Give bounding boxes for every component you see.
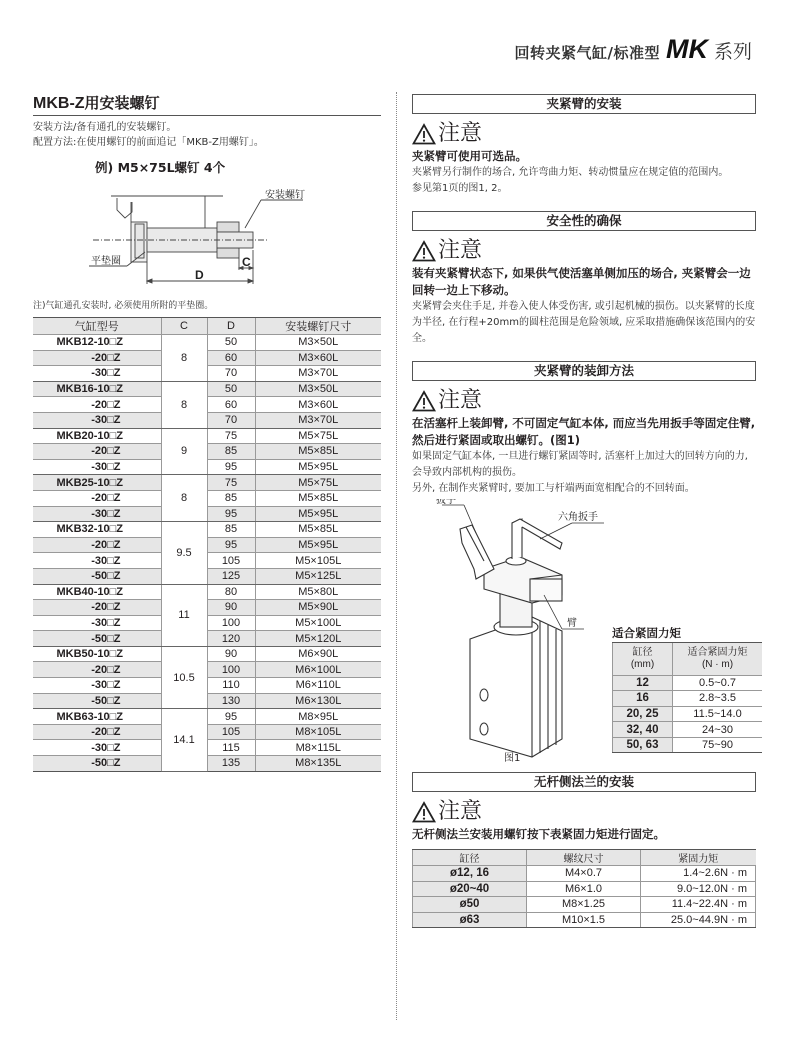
cell-d: 50 xyxy=(207,381,255,397)
table-row xyxy=(33,475,381,491)
flange-row xyxy=(413,897,756,913)
cell-d: 115 xyxy=(207,740,255,756)
torque-cell-value: 75~90 xyxy=(673,737,763,753)
table-row xyxy=(33,756,381,772)
cell-screw-size: M8×115L xyxy=(255,740,381,756)
cell-model: MKB40-10□Z xyxy=(33,584,161,600)
cell-screw-size: M3×50L xyxy=(255,335,381,351)
cell-d: 85 xyxy=(207,490,255,506)
col-header-screw-size: 安装螺钉尺寸 xyxy=(255,318,381,335)
section-title-box: 夹紧臂的装卸方法 xyxy=(412,361,756,381)
warning-triangle-icon xyxy=(412,240,436,262)
cell-model: -30□Z xyxy=(33,366,161,382)
caution-body-text: 另外, 在制作夹紧臂时, 要加工与杆端两面宽相配合的不回转面。 xyxy=(412,483,695,494)
torque-row xyxy=(613,722,763,738)
cell-c: 8 xyxy=(161,475,207,522)
col-header-model: 气缸型号 xyxy=(33,318,161,335)
order-method-line: 配置方法:在使用螺钉的前面追记「MKB-Z用螺钉」。 xyxy=(33,137,264,148)
header-model: MK xyxy=(665,34,708,64)
torque-row xyxy=(613,675,763,691)
table-row xyxy=(33,553,381,569)
cell-d: 95 xyxy=(207,537,255,553)
cell-d: 135 xyxy=(207,756,255,772)
cell-d: 90 xyxy=(207,600,255,616)
cell-screw-size: M3×70L xyxy=(255,366,381,382)
flange-cell-thread: M10×1.5 xyxy=(527,912,641,928)
label-arm: 臂 xyxy=(567,618,577,629)
section-title-mounting-screws: MKB-Z用安装螺钉 xyxy=(33,92,381,116)
cell-screw-size: M5×105L xyxy=(255,553,381,569)
cell-screw-size: M5×125L xyxy=(255,568,381,584)
table-row xyxy=(33,350,381,366)
flange-row xyxy=(413,912,756,928)
cell-d: 80 xyxy=(207,584,255,600)
left-column xyxy=(33,92,381,772)
cell-d: 130 xyxy=(207,693,255,709)
cell-model: -30□Z xyxy=(33,740,161,756)
flange-cell-bore: ø20~40 xyxy=(413,881,527,897)
table-row xyxy=(33,522,381,538)
torque-cell-value: 2.8~3.5 xyxy=(673,691,763,707)
flange-row xyxy=(413,866,756,882)
cell-d: 95 xyxy=(207,709,255,725)
cell-model: -30□Z xyxy=(33,459,161,475)
section-title-box: 安全性的确保 xyxy=(412,211,756,231)
cell-screw-size: M5×75L xyxy=(255,475,381,491)
torque-cell-bore: 50, 63 xyxy=(613,737,673,753)
label-hex-wrench: 六角扳手 xyxy=(558,512,598,523)
flange-col-torque: 紧固力矩 xyxy=(641,850,756,866)
cell-d: 50 xyxy=(207,335,255,351)
cell-model: -20□Z xyxy=(33,600,161,616)
page-header xyxy=(515,34,753,65)
table-row xyxy=(33,366,381,382)
cell-c: 9 xyxy=(161,428,207,475)
torque-row xyxy=(613,706,763,722)
caution-label: 注意 xyxy=(438,121,483,146)
flange-cell-bore: ø12, 16 xyxy=(413,866,527,882)
cell-c: 11 xyxy=(161,584,207,646)
table-row xyxy=(33,444,381,460)
cell-d: 95 xyxy=(207,459,255,475)
torque-col-torque: 适合紧固力矩 (N · m) xyxy=(673,643,763,675)
section-arm-mounting xyxy=(412,94,756,197)
cell-d: 70 xyxy=(207,412,255,428)
cell-model: -50□Z xyxy=(33,568,161,584)
section-title-box: 无杆侧法兰的安装 xyxy=(412,772,756,792)
section-safety xyxy=(412,211,756,347)
torque-cell-value: 24~30 xyxy=(673,722,763,738)
cell-d: 110 xyxy=(207,678,255,694)
table-row xyxy=(33,724,381,740)
example-text: 例) M5×75L螺钉 4个 xyxy=(95,160,226,175)
cell-model: -50□Z xyxy=(33,631,161,647)
label-wrench: 扳手 xyxy=(436,499,456,506)
cell-model: MKB12-10□Z xyxy=(33,335,161,351)
cell-screw-size: M5×85L xyxy=(255,490,381,506)
warning-triangle-icon xyxy=(412,801,436,823)
col-header-d: D xyxy=(207,318,255,335)
cell-model: -30□Z xyxy=(33,615,161,631)
cell-model: MKB63-10□Z xyxy=(33,709,161,725)
cell-d: 100 xyxy=(207,615,255,631)
table-row xyxy=(33,490,381,506)
cell-model: -20□Z xyxy=(33,724,161,740)
caution-body-text: 如果固定气缸本体, 一旦进行螺钉紧固等时, 活塞杆上加过大的回转方向的力, 会导致内部机构的损伤。 xyxy=(412,451,748,478)
cell-c: 9.5 xyxy=(161,522,207,584)
cell-screw-size: M5×85L xyxy=(255,444,381,460)
tightening-torque-block xyxy=(612,625,762,753)
column-divider xyxy=(396,92,397,1020)
caution-label: 注意 xyxy=(438,388,483,413)
cell-d: 60 xyxy=(207,397,255,413)
cell-screw-size: M5×90L xyxy=(255,600,381,616)
cell-screw-size: M3×70L xyxy=(255,412,381,428)
cell-model: -50□Z xyxy=(33,756,161,772)
torque-row xyxy=(613,691,763,707)
cell-screw-size: M6×110L xyxy=(255,678,381,694)
cell-model: MKB50-10□Z xyxy=(33,646,161,662)
cell-model: -20□Z xyxy=(33,444,161,460)
table-row xyxy=(33,646,381,662)
caution-bold-text: 在活塞杆上装卸臂, 不可固定气缸本体, 而应当先用扳手等固定住臂, 然后进行紧固或取出螺钉。(图1) xyxy=(412,416,756,447)
torque-table-title: 适合紧固力矩 xyxy=(612,625,762,643)
cell-d: 60 xyxy=(207,350,255,366)
screw-drawing xyxy=(33,180,381,298)
cell-screw-size: M5×95L xyxy=(255,506,381,522)
cell-model: -30□Z xyxy=(33,506,161,522)
table-row xyxy=(33,335,381,351)
label-dim-d: D xyxy=(195,268,204,282)
cell-screw-size: M5×80L xyxy=(255,584,381,600)
table-row xyxy=(33,615,381,631)
cell-screw-size: M3×50L xyxy=(255,381,381,397)
torque-cell-bore: 20, 25 xyxy=(613,706,673,722)
right-column xyxy=(412,94,756,928)
flange-cell-torque: 25.0~44.9N · m xyxy=(641,912,756,928)
cell-d: 105 xyxy=(207,553,255,569)
cell-d: 95 xyxy=(207,506,255,522)
cell-model: -20□Z xyxy=(33,537,161,553)
table-row xyxy=(33,412,381,428)
flange-cell-bore: ø63 xyxy=(413,912,527,928)
figure-caption: 图1 xyxy=(504,753,521,764)
cell-d: 100 xyxy=(207,662,255,678)
flange-cell-bore: ø50 xyxy=(413,897,527,913)
table-row xyxy=(33,709,381,725)
warning-triangle-icon xyxy=(412,390,436,412)
flange-row xyxy=(413,881,756,897)
cell-c: 8 xyxy=(161,381,207,428)
flange-col-thread: 螺纹尺寸 xyxy=(527,850,641,866)
flange-cell-thread: M6×1.0 xyxy=(527,881,641,897)
label-mount-screw: 安装螺钉 xyxy=(265,190,305,201)
cell-model: -20□Z xyxy=(33,490,161,506)
flange-cell-thread: M4×0.7 xyxy=(527,866,641,882)
mounting-screw-diagram xyxy=(33,180,381,298)
caution-bold-text: 夹紧臂可使用可选品。 xyxy=(412,149,527,163)
cell-screw-size: M5×75L xyxy=(255,428,381,444)
figure-1 xyxy=(412,499,756,764)
section-arm-removal xyxy=(412,361,756,497)
mount-method-line: 安装方法/备有通孔的安装螺钉。 xyxy=(33,122,177,133)
cell-d: 90 xyxy=(207,646,255,662)
cell-screw-size: M8×135L xyxy=(255,756,381,772)
table-row xyxy=(33,537,381,553)
cell-d: 125 xyxy=(207,568,255,584)
header-subtitle: 回转夹紧气缸/标准型 xyxy=(514,44,660,62)
flange-col-bore: 缸径 xyxy=(413,850,527,866)
torque-cell-value: 11.5~14.0 xyxy=(673,706,763,722)
table-row xyxy=(33,584,381,600)
washer-note: 注)气缸通孔安装时, 必须使用所附的平垫圈。 xyxy=(33,301,214,311)
caution-body-text: 参见第1页的图1, 2。 xyxy=(412,183,508,194)
cell-screw-size: M5×120L xyxy=(255,631,381,647)
cell-model: -50□Z xyxy=(33,693,161,709)
cell-screw-size: M3×60L xyxy=(255,350,381,366)
flange-cell-thread: M8×1.25 xyxy=(527,897,641,913)
table-row xyxy=(33,506,381,522)
section-rodless-flange xyxy=(412,772,756,843)
cell-model: MKB20-10□Z xyxy=(33,428,161,444)
caution-label: 注意 xyxy=(438,799,483,824)
cell-model: -30□Z xyxy=(33,412,161,428)
cell-d: 75 xyxy=(207,475,255,491)
torque-row xyxy=(613,737,763,753)
cell-model: MKB16-10□Z xyxy=(33,381,161,397)
cell-screw-size: M8×95L xyxy=(255,709,381,725)
cylinder-illustration xyxy=(412,499,612,764)
table-row xyxy=(33,381,381,397)
caution-bold-text: 装有夹紧臂状态下, 如果供气使活塞单侧加压的场合, 夹紧臂会一边回转一边上下移动。 xyxy=(412,266,751,297)
label-dim-c: C xyxy=(242,255,251,269)
caution-heading xyxy=(412,387,756,415)
cell-screw-size: M6×90L xyxy=(255,646,381,662)
cell-screw-size: M5×85L xyxy=(255,522,381,538)
cell-model: -20□Z xyxy=(33,662,161,678)
cell-model: MKB25-10□Z xyxy=(33,475,161,491)
table-row xyxy=(33,631,381,647)
cell-screw-size: M6×100L xyxy=(255,662,381,678)
cell-screw-size: M8×105L xyxy=(255,724,381,740)
cell-model: -30□Z xyxy=(33,553,161,569)
cell-screw-size: M5×95L xyxy=(255,459,381,475)
cell-c: 8 xyxy=(161,335,207,382)
cell-screw-size: M6×130L xyxy=(255,693,381,709)
flange-torque-table xyxy=(412,849,756,928)
torque-cell-bore: 16 xyxy=(613,691,673,707)
mounting-screw-table xyxy=(33,317,381,772)
cell-screw-size: M5×95L xyxy=(255,537,381,553)
table-row xyxy=(33,568,381,584)
cell-d: 105 xyxy=(207,724,255,740)
caution-heading xyxy=(412,237,756,265)
cell-d: 75 xyxy=(207,428,255,444)
table-row xyxy=(33,428,381,444)
caution-bold-text: 无杆侧法兰安装用螺钉按下表紧固力矩进行固定。 xyxy=(412,827,665,841)
table-row xyxy=(33,678,381,694)
caution-body-text: 夹紧臂会夹住手足, 并卷入使人体受伤害, 或引起机械的损伤。以夹紧臂的长度为半径, 在行程+20mm的圆柱范围是危险领域, 应采取措施确保该范围内的安全。 xyxy=(412,301,756,344)
cell-screw-size: M5×100L xyxy=(255,615,381,631)
warning-triangle-icon xyxy=(412,123,436,145)
caution-label: 注意 xyxy=(438,238,483,263)
torque-col-bore: 缸径 (mm) xyxy=(613,643,673,675)
cell-model: -20□Z xyxy=(33,397,161,413)
cell-d: 70 xyxy=(207,366,255,382)
table-row xyxy=(33,600,381,616)
flange-cell-torque: 11.4~22.4N · m xyxy=(641,897,756,913)
torque-cell-bore: 32, 40 xyxy=(613,722,673,738)
table-row xyxy=(33,662,381,678)
cell-screw-size: M3×60L xyxy=(255,397,381,413)
col-header-c: C xyxy=(161,318,207,335)
caution-heading xyxy=(412,798,756,826)
section-title-box: 夹紧臂的安装 xyxy=(412,94,756,114)
cell-d: 85 xyxy=(207,444,255,460)
torque-cell-bore: 12 xyxy=(613,675,673,691)
table-row xyxy=(33,740,381,756)
table-row xyxy=(33,459,381,475)
table-row xyxy=(33,397,381,413)
table-row xyxy=(33,693,381,709)
tightening-torque-table xyxy=(612,643,762,753)
cell-c: 14.1 xyxy=(161,709,207,771)
flange-table-body xyxy=(413,866,756,928)
caution-body-text: 夹紧臂另行制作的场合, 允许弯曲力矩、转动惯量应在规定值的范围内。 xyxy=(412,167,729,178)
caution-heading xyxy=(412,120,756,148)
cell-model: MKB32-10□Z xyxy=(33,522,161,538)
flange-cell-torque: 1.4~2.6N · m xyxy=(641,866,756,882)
torque-table-body xyxy=(613,675,763,753)
cell-c: 10.5 xyxy=(161,646,207,708)
cell-model: -20□Z xyxy=(33,350,161,366)
cell-model: -30□Z xyxy=(33,678,161,694)
torque-cell-value: 0.5~0.7 xyxy=(673,675,763,691)
header-series: 系列 xyxy=(713,41,752,63)
mounting-screw-table-body xyxy=(33,335,381,772)
label-flat-washer: 平垫圈 xyxy=(91,256,121,267)
cell-d: 85 xyxy=(207,522,255,538)
flange-cell-torque: 9.0~12.0N · m xyxy=(641,881,756,897)
cell-d: 120 xyxy=(207,631,255,647)
